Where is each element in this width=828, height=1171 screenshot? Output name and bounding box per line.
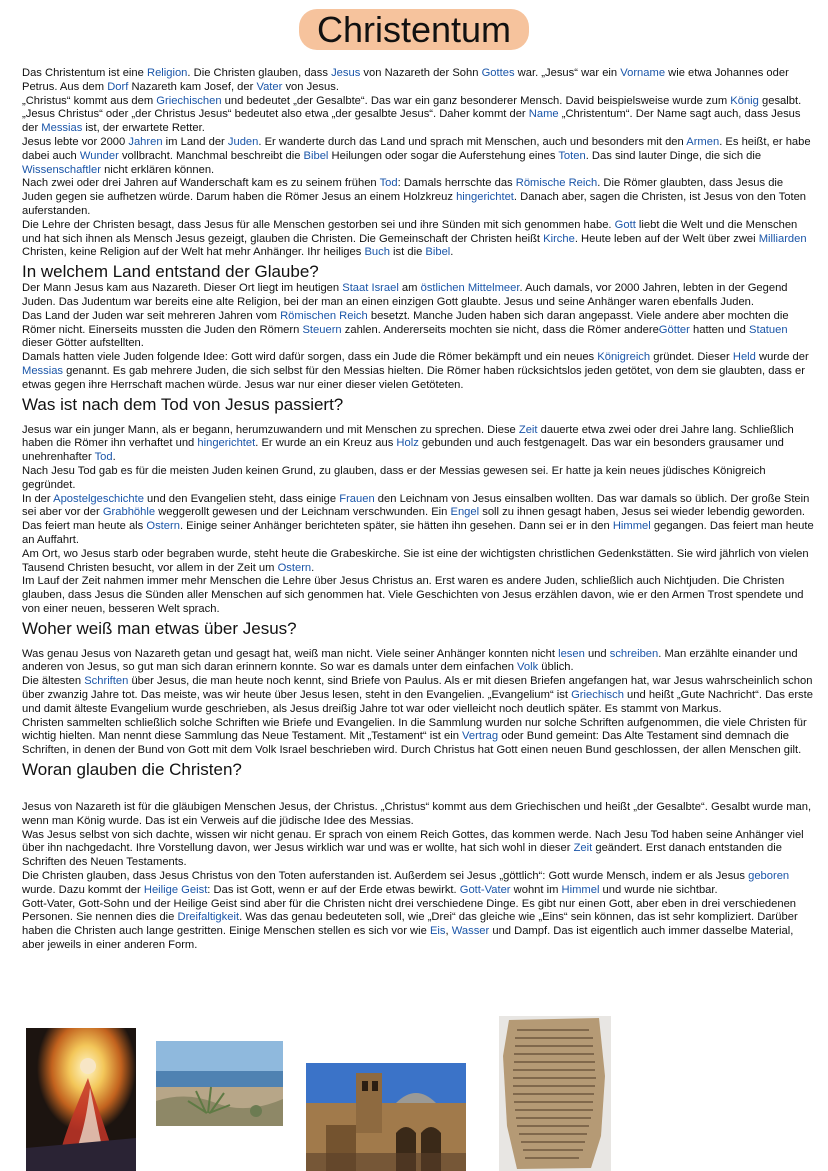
page-title: Christentum <box>299 9 529 50</box>
wiki-link[interactable]: Juden <box>227 135 259 148</box>
text-run: zahlen. Andererseits mochten sie nicht, dass die Römer andere <box>341 323 659 336</box>
text-run: und wurde nie sichtbar. <box>599 883 718 896</box>
text-run: : Das ist Gott, wenn er auf der Erde etwas bewirkt. <box>207 883 460 896</box>
text-run: geändert. Erst danach entstanden die Schriften des Neuen Testaments. <box>22 842 782 869</box>
section-heading: In welchem Land entstand der Glaube? <box>22 262 319 282</box>
paragraph <box>22 493 814 548</box>
wiki-link[interactable]: Jesus <box>331 67 361 79</box>
paragraph <box>22 675 814 716</box>
wiki-link[interactable]: Wasser <box>451 925 490 938</box>
text-run: Nazareth kam Josef, der <box>128 80 257 93</box>
text-run: weggerollt gewesen und der Leichnam verschwunden. Ein <box>155 506 451 519</box>
text-run: wie etwa Johannes oder Petrus. Aus dem <box>22 67 789 93</box>
wiki-link[interactable]: Gott <box>614 218 636 231</box>
wiki-link[interactable]: Vater <box>256 80 283 93</box>
text-run: : Damals herrschte das <box>397 177 516 190</box>
text-run: Damals hatten viele Juden folgende Idee: Gott wird dafür sorgen, dass ein Jude die Römer bekämpft und ein neues <box>22 351 598 364</box>
lake-landscape-image <box>156 1041 283 1126</box>
wiki-link[interactable]: Statuen <box>749 323 788 336</box>
wiki-link[interactable]: Tod <box>379 177 398 190</box>
text-run: . Danach aber, sagen die Christen, ist Jesus von den Toten auferstanden. <box>22 191 807 217</box>
paragraph <box>22 870 814 898</box>
paragraph <box>22 310 814 351</box>
text-run: . Heute leben auf der Welt über zwei <box>574 232 759 245</box>
wiki-link[interactable]: Bibel <box>303 149 329 162</box>
section-heading: Was ist nach dem Tod von Jesus passiert? <box>22 394 344 414</box>
wiki-link[interactable]: Römischen Reich <box>280 309 368 322</box>
article-body <box>22 67 814 953</box>
text-run: am <box>398 282 421 295</box>
section-heading: Woher weiß man etwas über Jesus? <box>22 618 297 638</box>
paragraph <box>22 136 814 177</box>
text-run: Christen sammelten schließlich solche Schriften wie Briefe und Evangelien. In die Sammlung wurden nur solche Schriften aufgenommen, die viele Christen für wichtig hielten. Man nennt diese Sammlung das Neue Testament. Mit „Testament“ ist ein <box>22 716 807 743</box>
text-run: war. „Jesus“ war ein <box>514 67 621 79</box>
text-run: Die Lehre der Christen besagt, dass Jesus für alle Menschen gestorben sei und ihre Sünden mit sich genommen habe. <box>22 218 615 231</box>
text-run: , <box>445 925 452 938</box>
wiki-link[interactable]: Holz <box>396 437 419 450</box>
paragraph <box>22 829 814 870</box>
text-run: und <box>584 647 610 660</box>
wiki-link[interactable]: Gottes <box>481 67 515 79</box>
text-run: Jesus war ein junger Mann, als er begann, herumzuwandern und mit Menschen zu sprechen. Diese <box>22 423 519 436</box>
paragraph <box>22 548 814 576</box>
wiki-link[interactable]: Toten <box>558 149 586 162</box>
title-container <box>0 9 828 50</box>
text-run: Was genau Jesus von Nazareth getan und gesagt hat, weiß man nicht. Viele seiner Anhänger konnten nicht <box>22 647 559 660</box>
paragraph <box>22 219 814 260</box>
text-run: genannt. Es gab mehrere Juden, die sich selbst für den Messias hielten. Die Römer haben rücksichtslos jeden getötet, von dem sie glaubten, dass er etwas gegen ihre Herrschaft machen würde. Jesus war nur einer dieser vielen Getöteten. <box>22 364 805 391</box>
wiki-link[interactable]: Armen <box>686 135 720 148</box>
text-run: nicht erklären können. <box>100 163 215 176</box>
paragraph <box>22 95 814 136</box>
wiki-link[interactable]: Vorname <box>620 67 666 79</box>
text-run: Nach zwei oder drei Jahren auf Wanderschaft kam es zu seinem frühen <box>22 177 380 190</box>
text-run: . Einige seiner Anhänger berichteten später, sie hätten ihn gesehen. Dann sei er in den <box>179 520 613 533</box>
wiki-link[interactable]: Kirche <box>543 232 575 245</box>
papyrus-manuscript-image <box>499 1016 611 1171</box>
wiki-link[interactable]: hingerichtet <box>456 191 514 204</box>
section-heading: Woran glauben die Christen? <box>22 760 242 780</box>
wiki-link[interactable]: Römische Reich <box>515 177 598 190</box>
text-run: vollbracht. Manchmal beschreibt die <box>118 149 304 162</box>
text-run: über Jesus, die man heute noch kennt, sind Briefe von Paulus. Als er mit diesen Briefen angefangen hat, war Jesus wahrscheinlich schon über zwanzig Jahre tot. Das meiste, was wir heute über Jesus lesen, steht in den Evangelien. „Evangelium“ ist <box>22 675 813 702</box>
text-run: den Leichnam von Jesus einsalben wollten. Das war damals so üblich. Der große Stein sei aber vor der <box>22 492 810 519</box>
wiki-link[interactable]: Apostelgeschichte <box>53 492 144 505</box>
text-run: wurde. Dazu kommt der <box>22 883 144 896</box>
wiki-link[interactable]: schreiben <box>609 647 659 660</box>
wiki-link[interactable]: Eis <box>429 925 446 938</box>
image-strip <box>0 1016 828 1171</box>
text-run: Das Land der Juden war seit mehreren Jahren vom <box>22 309 281 322</box>
text-run: wurde der <box>755 351 809 364</box>
paragraph <box>22 177 814 218</box>
wiki-link[interactable]: Name <box>528 108 559 121</box>
text-run: von Jesus. <box>282 80 339 93</box>
text-run: Jesus lebte vor 2000 <box>22 135 129 148</box>
text-run: Gott-Vater, Gott-Sohn und der Heilige Geist sind aber für die Christen nicht drei verschiedene Dinge. Es gibt nur einen Gott, aber eben in drei verschiedenen Personen. Sie nennen dies die <box>22 897 797 924</box>
wiki-link[interactable]: Engel <box>450 506 480 519</box>
wiki-link[interactable]: östlichen Mittelmeer <box>420 282 520 295</box>
text-run: oder Bund gemeint: Das Alte Testament sind demnach die Schriften, in denen der Bund von Gott mit dem Volk Israel beschrieben wird. Durch Christus hat Gott einen neuen Bund geschlossen, der allen Menschen gilt. <box>22 730 802 757</box>
wiki-link[interactable]: Staat Israel <box>342 282 399 295</box>
text-run: Im Lauf der Zeit nahmen immer mehr Menschen die Lehre über Jesus Christus an. Erst waren es andere Juden, schließlich auch Nichtjuden. Die Christen glauben, dass Jesus die Sünden aller Menschen auf sich genommen hat. Viele Geschichten von Jesus erzählen davon, wie er den Armen Trost spendete und von einer neuen, besseren Welt sprach. <box>22 575 804 615</box>
paragraph <box>22 424 814 465</box>
text-run: . Auch damals, vor 2000 Jahren, lebten in der Gegend Juden. Das Judentum war bereits eine alte Religion, bei der man an einen einzigen Gott glaubte. Jesus und seine Anhänger waren ebenfalls Juden. <box>22 282 788 308</box>
wiki-link[interactable]: Dreifaltigkeit <box>177 911 240 924</box>
text-run: . <box>112 451 116 464</box>
text-run: gesalbt. „Jesus Christus“ oder „der Christus Jesus“ bedeutet also etwa „der gesalbte Jesus“. Daher kommt der <box>22 94 802 121</box>
text-run: . Das sind lauter Dinge, die sich die <box>585 149 762 162</box>
text-run: . Was das genau bedeuteten soll, wie „Drei“ das gleiche wie „Eins“ sein können, das ist sehr kompliziert. Darüber haben die Christen auch lange gestritten. Einige Menschen stellen es sich vor wie <box>22 911 798 938</box>
text-run: . Es heißt, er habe dabei auch <box>22 135 811 162</box>
text-run: Am Ort, wo Jesus starb oder begraben wurde, steht heute die Grabeskirche. Sie ist eine der wichtigsten christlichen Gedenkstätten. Sie wird jährlich von vielen Tausend Christen besucht, vor allem in der Zeit um <box>22 547 809 574</box>
text-run: gründet. Dieser <box>650 351 733 364</box>
paragraph <box>22 67 814 95</box>
wiki-link[interactable]: Dorf <box>107 80 129 93</box>
wiki-link[interactable]: Buch <box>364 246 390 259</box>
text-run: Christen, keine Religion auf der Welt hat mehr Anhänger. Ihr heiliges <box>22 246 365 259</box>
resurrection-painting-image <box>26 1028 136 1171</box>
wiki-link[interactable]: Volk <box>517 661 539 674</box>
text-run: Die Christen glauben, dass Jesus Christus von den Toten auferstanden ist. Außerdem sei Jesus „göttlich“: Gott wurde Mensch, indem er als Jesus <box>22 870 749 883</box>
text-run: Heilungen oder sogar die Auferstehung eines <box>328 149 559 162</box>
wiki-link[interactable]: Bibel <box>425 246 451 259</box>
wiki-link[interactable]: Ostern <box>277 561 312 574</box>
text-run: und den Evangelien steht, dass einige <box>143 492 340 505</box>
text-run: . <box>311 561 315 574</box>
paragraph <box>22 282 814 310</box>
wiki-link[interactable]: Steuern <box>302 323 342 336</box>
wiki-link[interactable]: Götter <box>658 323 690 336</box>
text-run: und bedeutet „der Gesalbte“. Das war ein ganz besonderer Mensch. David beispielsweise wurde zum <box>221 94 731 107</box>
wiki-link[interactable]: Zeit <box>573 842 593 855</box>
text-run: gebunden und auch festgenagelt. Das war ein besonders grausamer und unehrenhafter <box>22 437 784 464</box>
wiki-link[interactable]: Frauen <box>339 492 375 505</box>
wiki-link[interactable]: Schriften <box>84 675 129 688</box>
paragraph <box>22 717 814 758</box>
text-run: liebt die Welt und die Menschen und hat sich ihnen als Mensch Jesus gezeigt, glauben die Christen. Die Gemeinschaft der Christen heißt <box>22 218 798 245</box>
text-run: wohnt im <box>510 883 562 896</box>
text-run: soll zu ihnen gesagt haben, Jesus sei wieder lebendig geworden. Das feiert man heute als <box>22 506 806 533</box>
text-run: „Christentum“. Der Name sagt auch, dass Jesus der <box>22 108 801 135</box>
text-run: Nach Jesu Tod gab es für die meisten Juden keinen Grund, zu glauben, dass er der Messias gewesen sei. Er hatte ja kein neues jüdisches Königreich gegründet. <box>22 464 766 491</box>
text-run: . <box>450 246 454 259</box>
text-run: . Man erzählte einander und anderen von Jesus, so gut man sich daran erinnern konnte. So war es damals unter dem einfachen <box>22 647 798 674</box>
wiki-link[interactable]: Zeit <box>518 423 538 436</box>
text-run: . Die Römer glaubten, dass Jesus die Juden gegen sie aufhetzen würde. Darum haben die Römer Jesus an einem Holzkreuz <box>22 177 784 204</box>
paragraph <box>22 648 814 676</box>
text-run: ist die <box>389 246 426 259</box>
wiki-link[interactable]: Himmel <box>612 520 651 533</box>
wiki-link[interactable]: lesen <box>558 647 585 660</box>
text-run: Was Jesus selbst von sich dachte, wissen wir nicht genau. Er sprach von einem Reich Gottes, das kommen werde. Nach Jesu Tod haben seine Anhänger viel über ihn nachgedacht. Ihre Vorstellung davon, wer Jesus wirklich war und was er wollte, hat sich wohl in dieser <box>22 828 804 855</box>
text-run: Jesus von Nazareth ist für die gläubigen Menschen Jesus, der Christus. „Christus“ kommt aus dem Griechischen und heißt „der Gesalbte“. Gesalbt wurde man, wenn man König wurde. Das ist ein Verweis auf die jüdische Idee des Messias. <box>22 801 812 827</box>
text-run: von Nazareth der Sohn <box>360 67 482 79</box>
wiki-link[interactable]: Messias <box>41 122 83 135</box>
text-run: ist, der erwartete Retter. <box>82 122 205 135</box>
wiki-link[interactable]: König <box>730 94 759 107</box>
wiki-link[interactable]: geboren <box>748 870 790 883</box>
text-run: . Die Christen glauben, dass <box>187 67 332 79</box>
wiki-link[interactable]: hingerichtet <box>197 437 256 450</box>
church-of-holy-sepulchre-image <box>306 1063 466 1171</box>
text-run: hatten und <box>689 323 749 336</box>
wiki-link[interactable]: Gott-Vater <box>459 883 511 896</box>
wiki-link[interactable]: Ostern <box>146 520 180 533</box>
wiki-link[interactable]: Heilige Geist <box>143 883 208 896</box>
text-run: Das Christentum ist eine <box>22 67 147 79</box>
text-run: Der Mann Jesus kam aus Nazareth. Dieser Ort liegt im heutigen <box>22 282 343 295</box>
wiki-link[interactable]: Religion <box>146 67 188 79</box>
wiki-link[interactable]: Königreich <box>597 351 651 364</box>
text-run: gegangen. Das feiert man heute an Auffahrt. <box>22 520 814 546</box>
wiki-link[interactable]: Wunder <box>79 149 119 162</box>
text-run: . Er wanderte durch das Land und sprach mit Menschen, auch und besonders mit den <box>258 135 687 148</box>
text-run: dauerte etwa zwei oder drei Jahre lang. Schließlich haben die Römer ihn verhaftet und <box>22 423 794 450</box>
text-run: Die ältesten <box>22 675 85 688</box>
wiki-link[interactable]: Jahren <box>128 135 163 148</box>
wiki-link[interactable]: Griechischen <box>156 94 222 107</box>
paragraph <box>22 575 814 616</box>
paragraph <box>22 898 814 953</box>
text-run: und heißt „Gute Nachricht“. Das erste und damit älteste Evangelium wurde geschrieben, als Jesus dreißig Jahre tot war oder vielleicht noch deutlich später. Es stammt von Markus. <box>22 689 813 715</box>
text-run: . Er wurde an ein Kreuz aus <box>255 437 397 450</box>
wiki-link[interactable]: Held <box>732 351 756 364</box>
text-run: besetzt. Manche Juden haben sich daran angepasst. Viele andere aber mochten die Römer nicht. Einerseits mussten die Juden den Römern <box>22 309 789 336</box>
text-run: In der <box>22 492 54 505</box>
paragraph <box>22 801 814 829</box>
wiki-link[interactable]: Messias <box>22 364 64 377</box>
text-run: im Land der <box>162 135 228 148</box>
text-run: üblich. <box>538 661 574 674</box>
text-run: „Christus“ kommt aus dem <box>22 94 157 107</box>
wiki-link[interactable]: Vertrag <box>462 730 499 743</box>
text-run: und Dampf. Das ist eigentlich auch immer dasselbe Material, aber jeweils in einer anderen Form. <box>22 925 794 952</box>
wiki-link[interactable]: Himmel <box>561 883 600 896</box>
paragraph <box>22 351 814 392</box>
wiki-link[interactable]: Milliarden <box>758 232 807 245</box>
wiki-link[interactable]: Tod <box>94 451 113 464</box>
wiki-link[interactable]: Grabhöhle <box>102 506 156 519</box>
wiki-link[interactable]: Wissenschaftler <box>22 163 101 176</box>
text-run: dieser Götter aufstellten. <box>22 337 144 350</box>
wiki-link[interactable]: Griechisch <box>571 689 624 702</box>
paragraph <box>22 465 814 493</box>
